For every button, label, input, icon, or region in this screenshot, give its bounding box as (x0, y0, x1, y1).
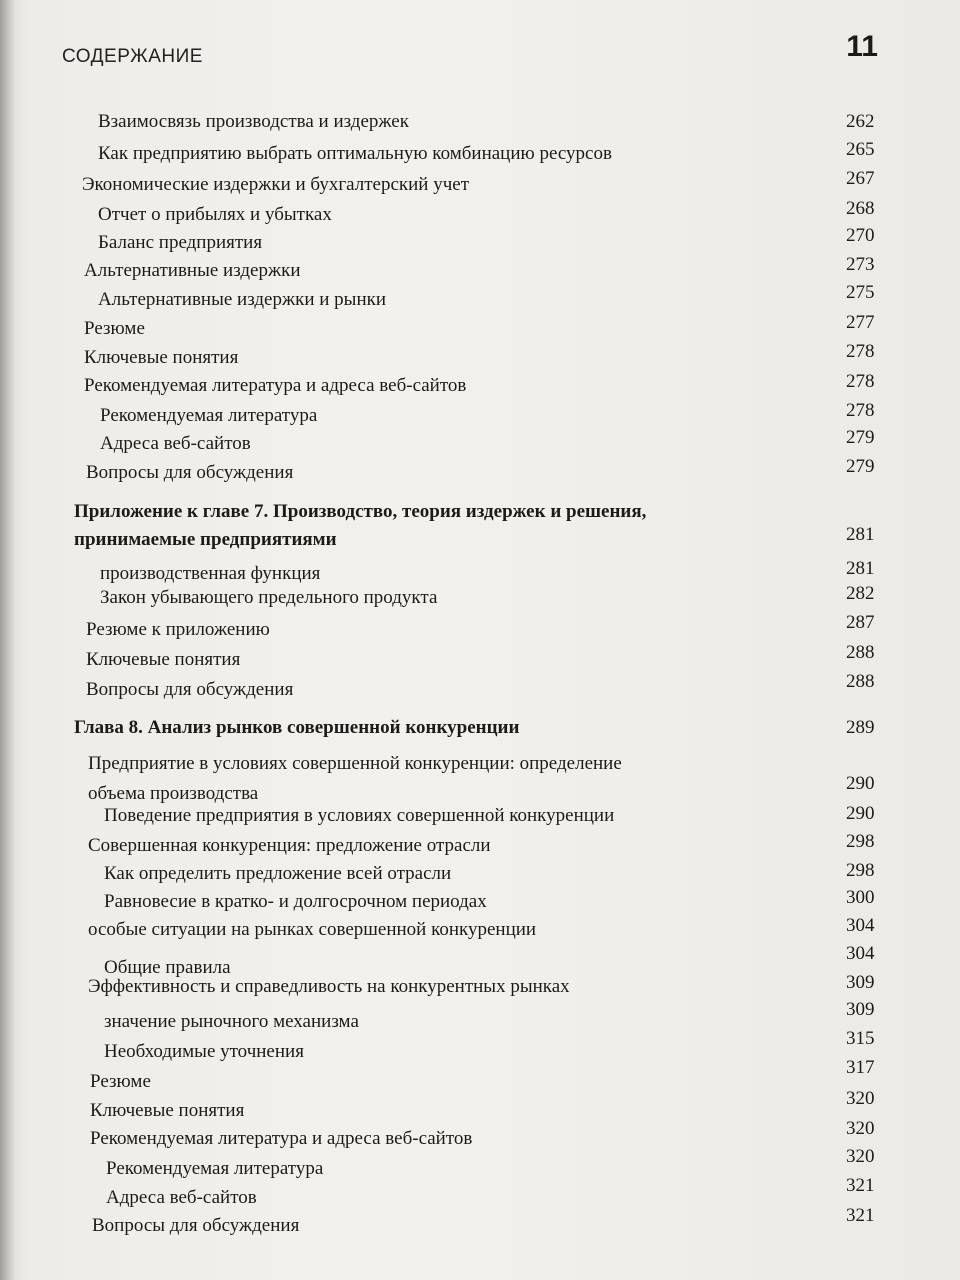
toc-entry-title: Совершенная конкуренция: предложение отрасли (88, 835, 491, 856)
toc-entry-title: Вопросы для обсуждения (92, 1215, 300, 1236)
toc-entry-title: Рекомендуемая литература и адреса веб-сайтов (84, 375, 467, 396)
toc-entry-title: Резюме (90, 1071, 151, 1092)
toc-entry-title: Закон убывающего предельного продукта (100, 587, 438, 608)
toc-heading-title-line-1: Приложение к главе 7. Производство, теория издержек и решения, (74, 501, 647, 522)
toc-heading-page: 289 (846, 717, 875, 738)
toc-entry-page: 262 (846, 111, 875, 132)
toc-entry-page: 270 (846, 225, 875, 246)
toc-entry-title: Резюме (84, 318, 145, 339)
toc-entry-title: Эффективность и справедливость на конкурентных рынках (88, 976, 570, 997)
page-number: 11 (846, 30, 878, 63)
toc-entry-page: 320 (846, 1146, 875, 1167)
toc-entry-page: 320 (846, 1088, 875, 1109)
toc-entry-title: Ключевые понятия (86, 649, 241, 670)
toc-entry-title: Вопросы для обсуждения (86, 462, 294, 483)
toc-entry-title: Поведение предприятия в условиях совершенной конкуренции (104, 805, 615, 826)
toc-entry-page: 309 (846, 972, 875, 993)
toc-entry-page: 287 (846, 612, 875, 633)
toc-entry-title: Необходимые уточнения (104, 1041, 304, 1062)
toc-entry-title: Как предприятию выбрать оптимальную комбинацию ресурсов (98, 143, 612, 164)
toc-entry-page: 309 (846, 999, 875, 1020)
toc-entry-title-line-1: Предприятие в условиях совершенной конкуренции: определение (88, 753, 622, 774)
toc-entry-page: 278 (846, 400, 875, 421)
toc-entry-page: 321 (846, 1175, 875, 1196)
toc-entry-page: 265 (846, 139, 875, 160)
toc-entry-page: 300 (846, 887, 875, 908)
toc-entry-title: Взаимосвязь производства и издержек (98, 111, 409, 132)
running-head: СОДЕРЖАНИЕ (62, 46, 203, 67)
toc-entry-page: 267 (846, 168, 875, 189)
toc-entry-page: 298 (846, 860, 875, 881)
toc-entry-title: Рекомендуемая литература (106, 1158, 324, 1179)
toc-entry-page: 279 (846, 456, 875, 477)
toc-entry-page: 317 (846, 1057, 875, 1078)
toc-entry-title: Рекомендуемая литература (100, 405, 318, 426)
toc-entry-page: 288 (846, 642, 875, 663)
toc-entry-page: 298 (846, 831, 875, 852)
toc-entry-page: 279 (846, 427, 875, 448)
toc-entry-title: Адреса веб-сайтов (106, 1187, 257, 1208)
toc-heading-title: Глава 8. Анализ рынков совершенной конкуренции (74, 717, 520, 738)
toc-entry-title: Ключевые понятия (90, 1100, 245, 1121)
toc-entry-title: Отчет о прибылях и убытках (98, 204, 332, 225)
toc-entry-page: 304 (846, 915, 875, 936)
toc-entry-title-line-2: объема производства (88, 783, 259, 804)
toc-entry-page: 278 (846, 371, 875, 392)
toc-entry-title: Экономические издержки и бухгалтерский учет (82, 174, 470, 195)
toc-entry-title: Альтернативные издержки (84, 260, 301, 281)
toc-entry-page: 321 (846, 1205, 875, 1226)
toc-heading-page: 281 (846, 524, 875, 545)
toc-entry-page: 282 (846, 583, 875, 604)
toc-entry-page: 268 (846, 198, 875, 219)
toc-entry-title: Ключевые понятия (84, 347, 239, 368)
toc-entry-page: 290 (846, 803, 875, 824)
toc-entry-page: 290 (846, 773, 875, 794)
toc-entry-title: Рекомендуемая литература и адреса веб-сайтов (90, 1128, 473, 1149)
toc-entry-title: значение рыночного механизма (104, 1011, 359, 1032)
toc-entry-title: Адреса веб-сайтов (100, 433, 251, 454)
toc-entry-page: 320 (846, 1118, 875, 1139)
toc-entry-title: производственная функция (100, 563, 321, 584)
toc-entry-page: 275 (846, 282, 875, 303)
toc-entry-page: 277 (846, 312, 875, 333)
toc-entry-page: 278 (846, 341, 875, 362)
toc-entry-page: 288 (846, 671, 875, 692)
toc-entry-page: 273 (846, 254, 875, 275)
toc-entry-title: Резюме к приложению (86, 619, 270, 640)
toc-entry-title: Как определить предложение всей отрасли (104, 863, 452, 884)
toc-entry-title: Вопросы для обсуждения (86, 679, 294, 700)
toc-entry-page: 315 (846, 1028, 875, 1049)
toc-heading-title-line-2: принимаемые предприятиями (74, 529, 337, 550)
toc-entry-page: 281 (846, 558, 875, 579)
toc-entry-title: Баланс предприятия (98, 232, 263, 253)
toc-entry-title: Общие правила (104, 957, 231, 978)
toc-entry-title: Альтернативные издержки и рынки (98, 289, 387, 310)
toc-entry-title: особые ситуации на рынках совершенной конкуренции (88, 919, 537, 940)
toc-entry-title: Равновесие в кратко- и долгосрочном периодах (104, 891, 487, 912)
toc-entry-page: 304 (846, 943, 875, 964)
